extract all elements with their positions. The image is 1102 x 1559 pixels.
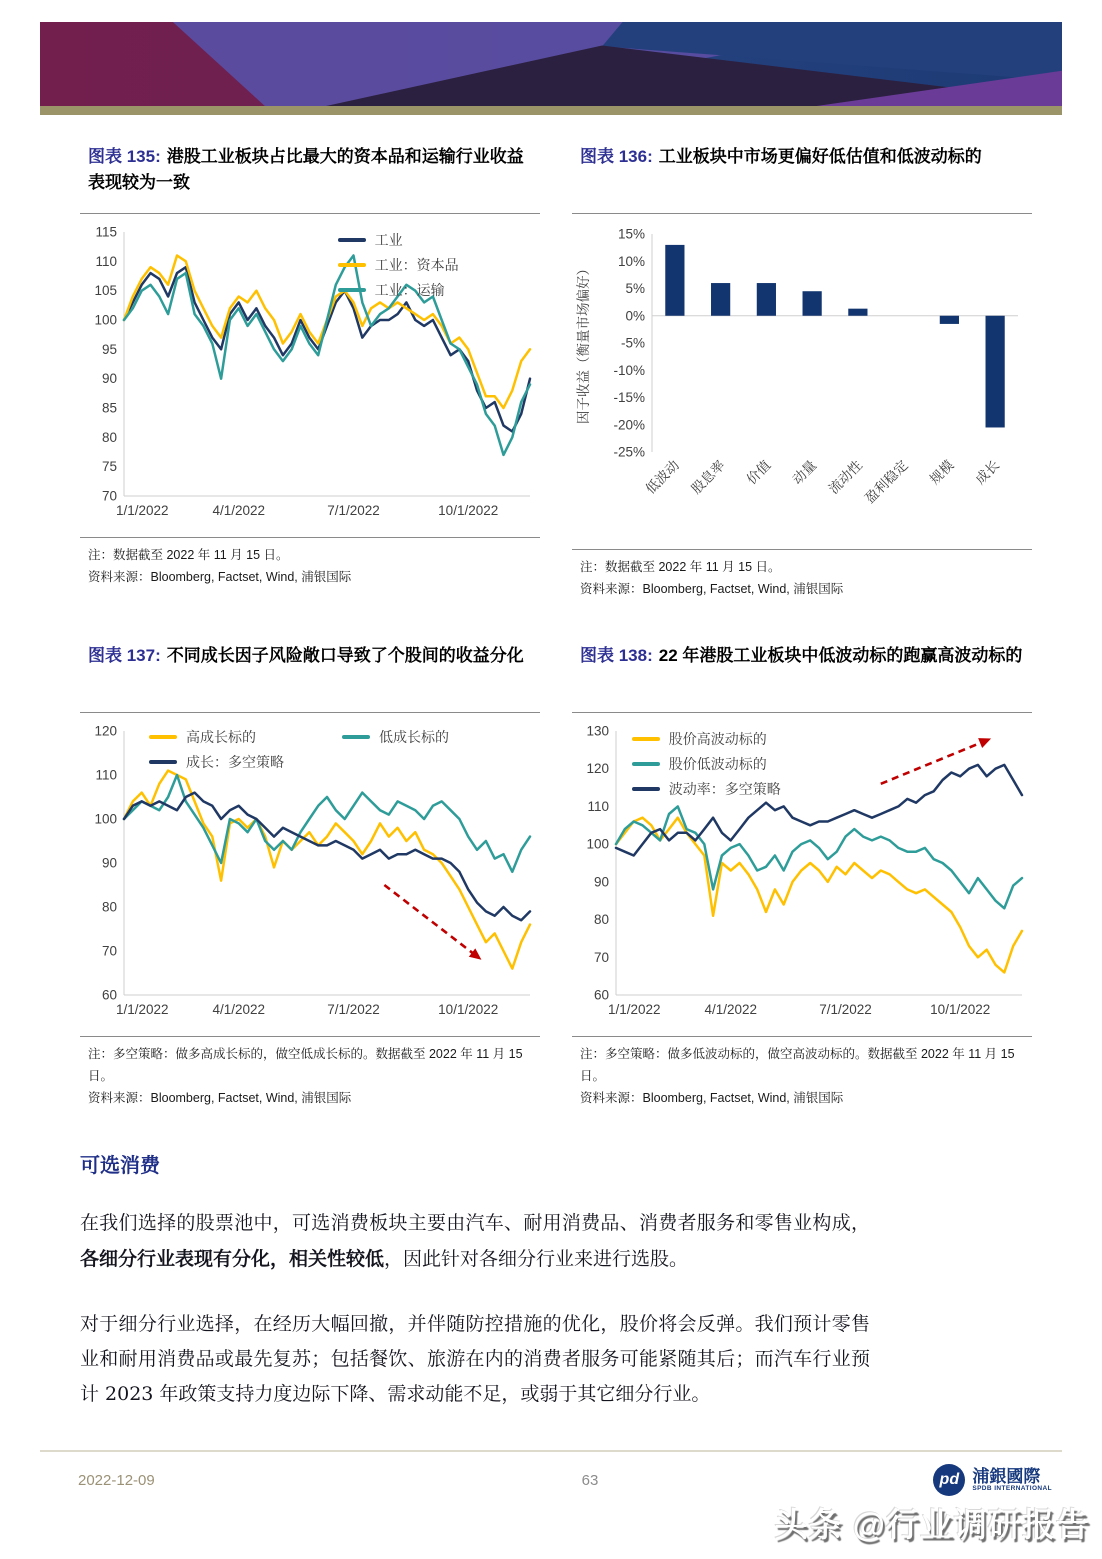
svg-text:10/1/2022: 10/1/2022: [438, 1001, 499, 1017]
svg-text:成长: 成长: [972, 457, 1003, 488]
figure-136: [572, 140, 1032, 601]
legend-label: 成长：多空策略: [186, 753, 284, 770]
figure-137: [80, 639, 540, 1110]
legend-item: [342, 727, 449, 747]
brand-logo-icon: pd: [933, 1464, 965, 1496]
svg-text:70: 70: [101, 488, 117, 504]
legend-swatch: [149, 735, 177, 739]
svg-text:4/1/2022: 4/1/2022: [704, 1001, 758, 1017]
paragraph-1-post: ，因此针对各细分行业来进行选股。: [384, 1247, 689, 1270]
legend-item: [632, 779, 781, 799]
svg-text:120: 120: [94, 724, 117, 739]
figure-title-text: 不同成长因子风险敞口导致了个股间的收益分化: [166, 645, 524, 665]
legend-item: [338, 280, 459, 300]
legend-item: [149, 727, 284, 747]
figure-title-text: 22 年港股工业板块中低波动标的跑赢高波动标的: [658, 645, 1023, 665]
svg-text:10%: 10%: [617, 253, 645, 269]
legend-swatch: [632, 737, 660, 741]
legend-swatch: [632, 762, 660, 766]
svg-text:低波动: 低波动: [642, 457, 682, 497]
svg-text:90: 90: [593, 874, 609, 890]
brand-logo-text: [972, 1468, 1052, 1493]
svg-text:90: 90: [101, 855, 117, 871]
legend-item: [632, 754, 781, 774]
svg-text:120: 120: [586, 760, 609, 776]
page-content: [80, 140, 1032, 1442]
header-banner: [40, 22, 1062, 115]
legend-item: [632, 729, 781, 749]
svg-text:115: 115: [95, 226, 117, 240]
footer-date: 2022-12-09: [78, 1471, 155, 1489]
chart-legend: [149, 727, 449, 772]
svg-text:60: 60: [593, 987, 609, 1003]
svg-text:90: 90: [101, 371, 117, 387]
legend-label: 工业: [374, 232, 403, 248]
figure-title: [80, 140, 540, 214]
figure-title: [572, 639, 1032, 713]
svg-text:规模: 规模: [926, 457, 957, 488]
legend-label: 波动率：多空策略: [668, 780, 781, 797]
svg-text:7/1/2022: 7/1/2022: [327, 1001, 380, 1017]
chart-legend: [632, 729, 781, 799]
svg-text:1/1/2022: 1/1/2022: [608, 1001, 661, 1017]
paragraph-1-pre: 在我们选择的股票池中，可选消费板块主要由汽车、耐用消费品、消费者服务和零售业构成，: [80, 1212, 870, 1235]
legend-label: 工业：运输: [374, 282, 445, 298]
figure-title: [80, 639, 540, 713]
legend-swatch: [338, 238, 366, 242]
legend-swatch: [149, 760, 177, 764]
svg-text:100: 100: [94, 312, 117, 328]
figure-source: 资料来源：Bloomberg, Factset, Wind, 浦银国际: [88, 569, 352, 584]
svg-text:110: 110: [587, 798, 609, 814]
brand-logo: [762, 1464, 1062, 1496]
figure-title: [572, 140, 1032, 214]
figure-note: 注：数据截至 2022 年 11 月 15 日。: [580, 560, 781, 574]
figure-note: 注：多空策略：做多高成长标的，做空低成长标的。数据截至 2022 年 11 月 15 日。: [88, 1046, 523, 1083]
banner-accent-strip: [40, 106, 1062, 115]
figure-notes: [80, 537, 540, 589]
legend-label: 低成长标的: [379, 728, 449, 745]
legend-label: 股价低波动标的: [668, 755, 767, 772]
line-chart-137: [80, 725, 540, 1030]
svg-text:100: 100: [586, 836, 609, 852]
svg-text:4/1/2022: 4/1/2022: [212, 1001, 266, 1017]
figure-title-text: 工业板块中市场更偏好低估值和低波动标的: [658, 147, 982, 166]
brand-name-en: SPDB INTERNATIONAL: [972, 1485, 1052, 1493]
figure-number: 图表 136:: [580, 147, 653, 166]
figure-source: 资料来源：Bloomberg, Factset, Wind, 浦银国际: [580, 581, 844, 596]
banner-geometric-art: [40, 22, 1062, 106]
svg-text:5%: 5%: [625, 281, 645, 296]
svg-text:80: 80: [101, 429, 117, 445]
svg-text:7/1/2022: 7/1/2022: [327, 503, 380, 518]
figure-138: [572, 639, 1032, 1110]
legend-item: [338, 230, 459, 250]
legend-label: 股价高波动标的: [668, 730, 767, 747]
svg-text:4/1/2022: 4/1/2022: [212, 503, 266, 518]
svg-text:-5%: -5%: [620, 335, 645, 351]
legend-item: [338, 255, 459, 275]
brand-name-cn: 浦銀國際: [972, 1466, 1041, 1486]
svg-text:1/1/2022: 1/1/2022: [116, 503, 169, 518]
svg-text:80: 80: [101, 899, 117, 915]
figure-number: 图表 135:: [88, 147, 161, 166]
svg-text:15%: 15%: [617, 226, 645, 242]
figure-notes: [572, 549, 1032, 601]
svg-text:10/1/2022: 10/1/2022: [438, 503, 499, 518]
svg-text:75: 75: [101, 459, 117, 475]
figure-135: [80, 140, 540, 601]
svg-text:动量: 动量: [789, 457, 820, 488]
figure-number: 图表 137:: [88, 645, 161, 665]
svg-text:60: 60: [101, 987, 117, 1003]
svg-text:流动性: 流动性: [825, 457, 865, 497]
svg-text:-15%: -15%: [613, 390, 645, 405]
paragraph-1: [80, 1206, 870, 1276]
svg-text:7/1/2022: 7/1/2022: [819, 1001, 872, 1017]
figure-grid: [80, 140, 1032, 1109]
legend-swatch: [338, 263, 366, 267]
paragraph-2: 对于细分行业选择，在经历大幅回撤，并伴随防控措施的优化，股价将会反弹。我们预计零售业和耐用消费品或最先复苏；包括餐饮、旅游在内的消费者服务可能紧随其后；而汽车行业预计 2023 年政策支持力度边际下降、需求动能不足，或弱于其它细分行业。: [80, 1312, 870, 1405]
figure-note: 注：数据截至 2022 年 11 月 15 日。: [88, 548, 289, 562]
figure-note: 注：多空策略：做多低波动标的，做空高波动标的。数据截至 2022 年 11 月 15 日。: [580, 1046, 1015, 1083]
figure-notes: [572, 1036, 1032, 1110]
svg-text:盈利稳定: 盈利稳定: [861, 457, 911, 507]
figure-source: 资料来源：Bloomberg, Factset, Wind, 浦银国际: [88, 1090, 352, 1105]
section-heading: 可选消费: [80, 1155, 160, 1178]
svg-text:-10%: -10%: [613, 362, 645, 378]
legend-label: 工业：资本品: [374, 257, 459, 273]
svg-text:0%: 0%: [625, 308, 645, 324]
svg-text:110: 110: [95, 767, 117, 783]
footer-page-number: 63: [581, 1471, 599, 1489]
legend-item: [149, 752, 284, 772]
svg-text:105: 105: [94, 283, 117, 299]
svg-text:-25%: -25%: [613, 444, 645, 460]
legend-swatch: [342, 735, 370, 739]
line-chart-135: [80, 226, 540, 531]
svg-text:股息率: 股息率: [688, 457, 728, 497]
svg-text:70: 70: [101, 943, 117, 959]
svg-text:80: 80: [593, 911, 609, 927]
svg-text:-20%: -20%: [613, 417, 645, 433]
section-discretionary-consumption: [80, 1149, 870, 1412]
svg-text:因子收益（衡量市场偏好）: 因子收益（衡量市场偏好）: [576, 262, 591, 424]
svg-text:1/1/2022: 1/1/2022: [116, 1001, 169, 1017]
svg-text:70: 70: [593, 949, 609, 965]
figure-title-text: 港股工业板块占比最大的资本品和运输行业收益表现较为一致: [88, 147, 524, 193]
bar-chart-136: [572, 226, 1032, 543]
watermark: 头条 @行业调研报告: [774, 1506, 1090, 1543]
page-footer: [40, 1450, 1062, 1496]
figure-source: 资料来源：Bloomberg, Factset, Wind, 浦银国际: [580, 1090, 844, 1105]
figure-notes: [80, 1036, 540, 1110]
svg-text:100: 100: [94, 811, 117, 827]
svg-text:85: 85: [101, 400, 117, 416]
legend-label: 高成长标的: [186, 728, 256, 745]
svg-text:110: 110: [95, 253, 117, 269]
paragraph-1-bold: 各细分行业表现有分化，相关性较低: [80, 1247, 385, 1270]
svg-text:10/1/2022: 10/1/2022: [930, 1001, 991, 1017]
figure-number: 图表 138:: [580, 645, 653, 665]
svg-text:130: 130: [586, 724, 609, 739]
chart-legend: [338, 230, 459, 300]
legend-swatch: [338, 288, 366, 292]
legend-swatch: [632, 787, 660, 791]
svg-text:95: 95: [101, 341, 117, 357]
svg-text:价值: 价值: [743, 457, 774, 488]
line-chart-138: [572, 725, 1032, 1030]
